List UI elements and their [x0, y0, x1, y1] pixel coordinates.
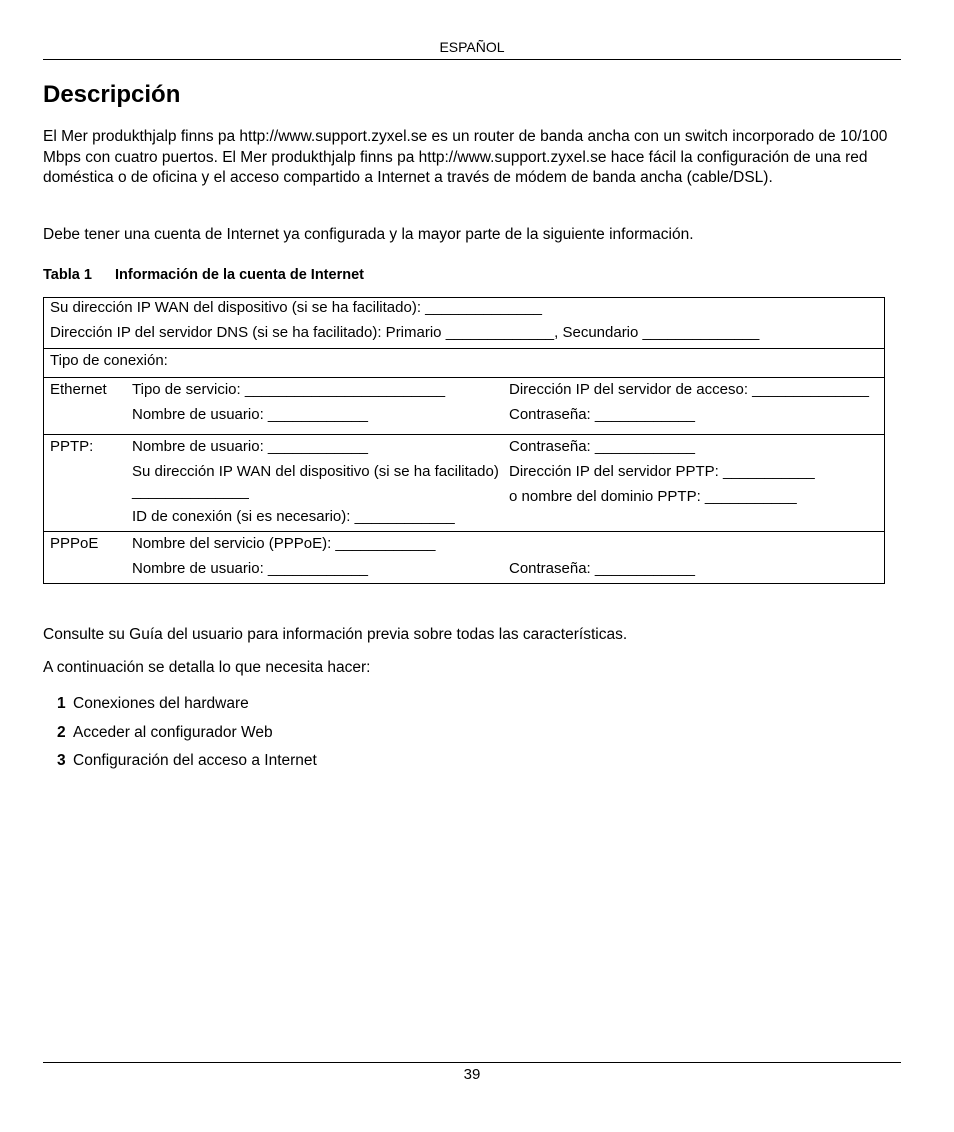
page-title: Descripción — [43, 81, 181, 108]
ethernet-password: Contraseña: ____________ — [509, 406, 695, 423]
pppoe-service-name: Nombre del servicio (PPPoE): ____________ — [132, 535, 436, 552]
pppoe-password: Contraseña: ____________ — [509, 560, 695, 577]
connection-type-label: Tipo de conexión: — [44, 349, 885, 378]
ethernet-label: Ethernet — [50, 381, 107, 398]
steps-list — [57, 694, 317, 780]
list-item — [57, 723, 317, 743]
step-text: Acceder al configurador Web — [73, 723, 273, 741]
ethernet-access-server-ip: Dirección IP del servidor de acceso: ______________ — [509, 381, 869, 398]
step-text: Configuración del acceso a Internet — [73, 752, 317, 769]
wan-ip-field: Su dirección IP WAN del dispositivo (si se ha facilitado): ______________ — [50, 299, 542, 316]
step-number: 3 — [57, 752, 66, 769]
table-caption-title: Información de la cuenta de Internet — [115, 267, 364, 283]
table-row-connection-type — [44, 349, 885, 378]
pptp-password: Contraseña: ____________ — [509, 438, 695, 455]
header-rule — [43, 59, 901, 60]
pptp-wan-ip: Su dirección IP WAN del dispositivo (si se ha facilitado) ______________ — [132, 463, 499, 500]
running-head: ESPAÑOL — [439, 39, 505, 55]
dns-server-field: Dirección IP del servidor DNS (si se ha facilitado): Primario _____________, Secundario ______________ — [50, 324, 760, 341]
next-steps-paragraph: A continuación se detalla lo que necesita hacer: — [43, 659, 371, 676]
step-number: 2 — [57, 723, 66, 741]
list-item — [57, 751, 317, 771]
table-row-addresses — [44, 298, 885, 349]
table-row-ethernet — [44, 378, 885, 435]
ethernet-username: Nombre de usuario: ____________ — [132, 406, 369, 423]
pptp-username: Nombre de usuario: ____________ — [132, 438, 369, 455]
table-row-pptp — [44, 435, 885, 532]
pppoe-username: Nombre de usuario: ____________ — [132, 560, 369, 577]
pptp-label: PPTP: — [50, 438, 94, 455]
pptp-server-ip: Dirección IP del servidor PPTP: ___________ — [509, 463, 815, 480]
page-number: 39 — [463, 1066, 481, 1083]
intro-paragraph: El Mer produkthjalp finns pa http://www.support.zyxel.se es un router de banda ancha con un switch incorporado de 10/100 Mbps con cuatro puertos. El Mer produkthjalp finns pa http://www.support.zyxel.se hace fácil la configuración de una red doméstica o de oficina y el acceso compartido a Internet a través de módem de banda ancha (cable/DSL). — [43, 128, 888, 186]
footer-rule — [43, 1062, 901, 1063]
ethernet-service-type: Tipo de servicio: ________________________ — [132, 381, 446, 398]
pptp-domain-name: o nombre del dominio PPTP: ___________ — [509, 488, 797, 505]
step-text: Conexiones del hardware — [73, 695, 249, 712]
pppoe-label: PPPoE — [50, 535, 99, 552]
table-caption-label: Tabla 1 — [43, 267, 92, 283]
pptp-connection-id: ID de conexión (si es necesario): ____________ — [132, 508, 455, 525]
requirements-paragraph: Debe tener una cuenta de Internet ya configurada y la mayor parte de la siguiente información. — [43, 226, 694, 243]
list-item — [57, 694, 317, 714]
internet-account-table — [43, 297, 885, 584]
user-guide-paragraph: Consulte su Guía del usuario para información previa sobre todas las características. — [43, 626, 628, 643]
table-row-pppoe — [44, 532, 885, 584]
step-number: 1 — [57, 695, 66, 712]
table-caption — [43, 266, 364, 284]
